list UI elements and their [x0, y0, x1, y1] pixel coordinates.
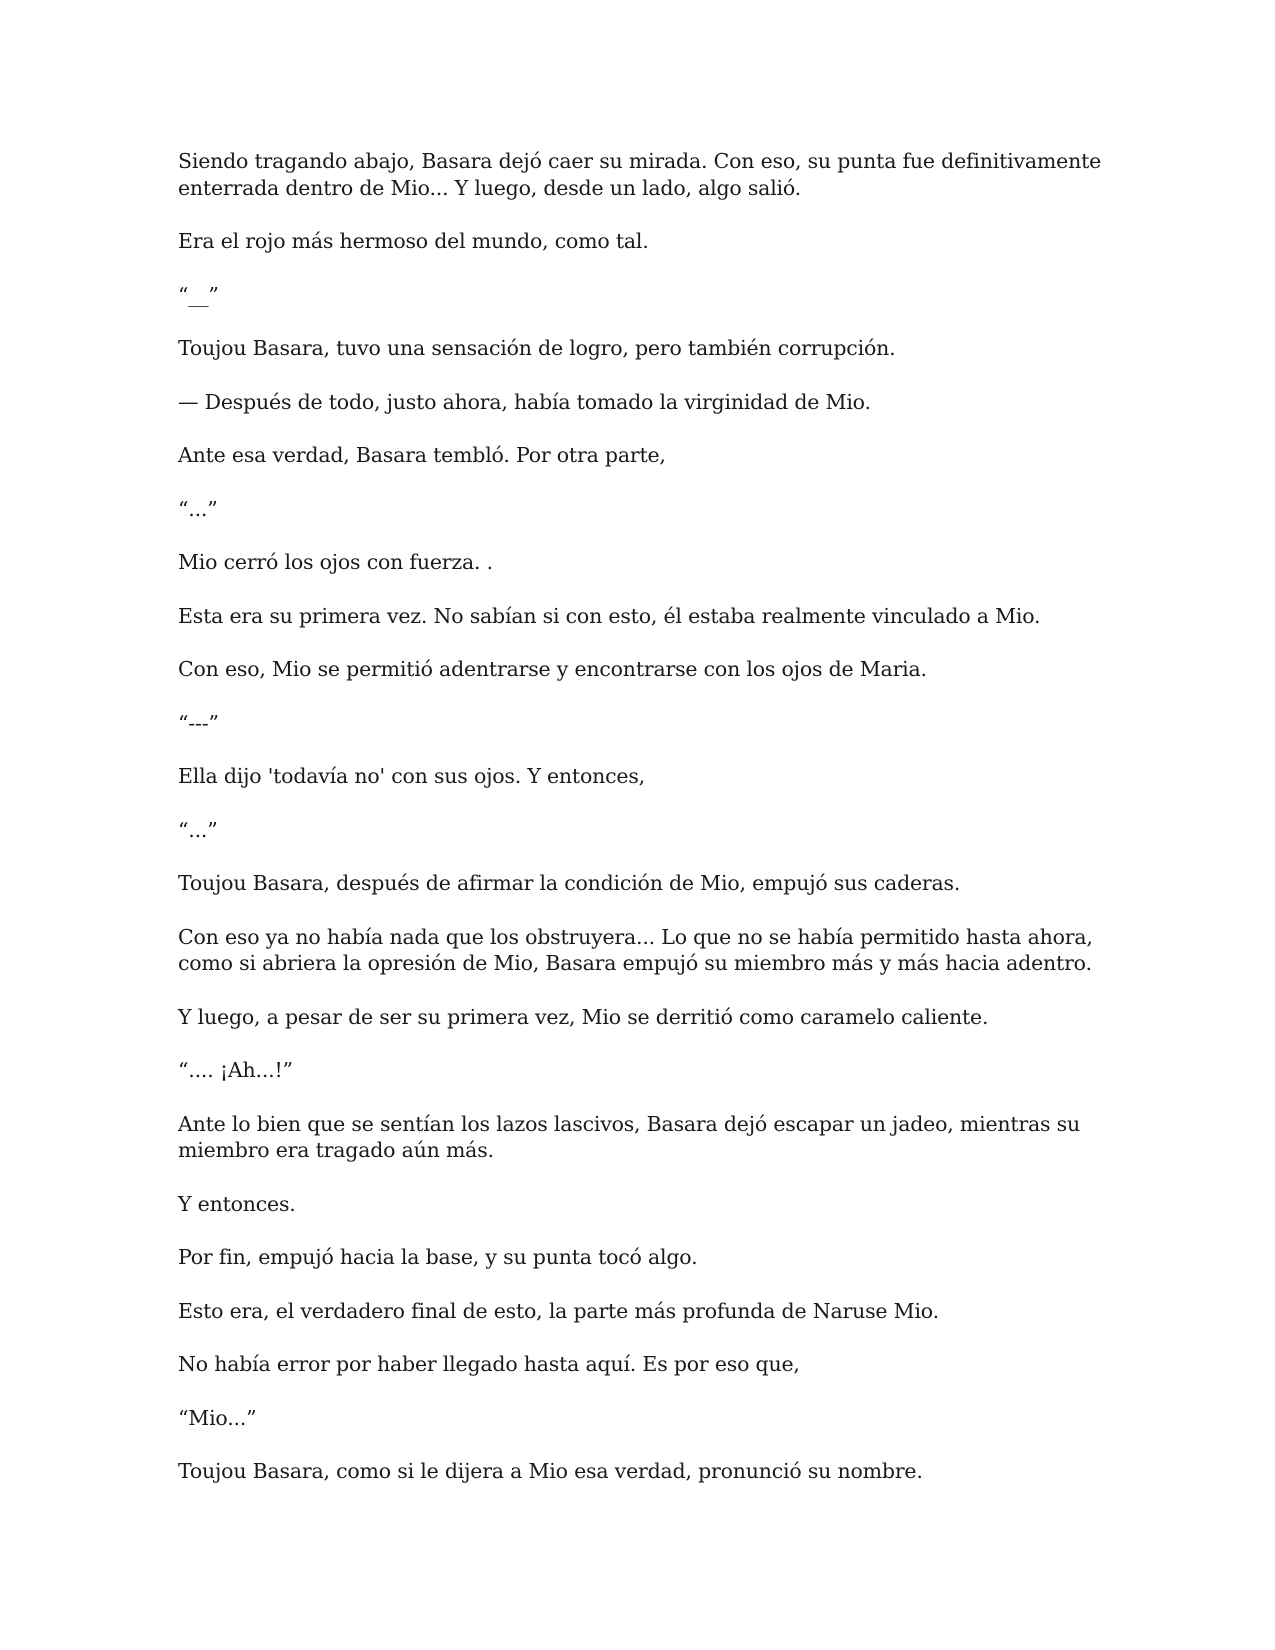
paragraph: “...” [178, 496, 218, 521]
paragraph: Con eso ya no había nada que los obstruyera... Lo que no se había permitido hasta ahora, como si abriera la opresión de Mio, Basara empujó su miembro más y más hacia adentro. [178, 924, 1093, 975]
paragraph: Y entonces. [178, 1191, 296, 1216]
paragraph: Y luego, a pesar de ser su primera vez, Mio se derritió como caramelo caliente. [178, 1004, 989, 1029]
paragraph: Ante lo bien que se sentían los lazos lascivos, Basara dejó escapar un jadeo, mientras su miembro era tragado aún más. [178, 1111, 1081, 1162]
paragraph: “.... ¡Ah...!” [178, 1058, 293, 1082]
paragraph: — Después de todo, justo ahora, había tomado la virginidad de Mio. [178, 389, 871, 414]
paragraph: Con eso, Mio se permitió adentrarse y encontrarse con los ojos de Maria. [178, 657, 927, 681]
paragraph: “---” [178, 710, 219, 735]
paragraph: Esta era su primera vez. No sabían si con esto, él estaba realmente vinculado a Mio. [178, 603, 1041, 628]
paragraph: Era el rojo más hermoso del mundo, como tal. [178, 229, 649, 253]
paragraph: Esto era, el verdadero final de esto, la parte más profunda de Naruse Mio. [178, 1298, 939, 1323]
paragraph: “Mio...” [178, 1405, 257, 1430]
paragraph: Ella dijo 'todavía no' con sus ojos. Y entonces, [178, 764, 645, 788]
document-body [178, 148, 1108, 1512]
paragraph: Ante esa verdad, Basara tembló. Por otra parte, [178, 443, 666, 467]
paragraph: Toujou Basara, tuvo una sensación de logro, pero también corrupción. [178, 336, 896, 360]
paragraph: “__” [178, 282, 219, 307]
paragraph: Mio cerró los ojos con fuerza. . [178, 550, 493, 574]
paragraph: Siendo tragando abajo, Basara dejó caer su mirada. Con eso, su punta fue definitivamente enterrada dentro de Mio... Y luego, desde un lado, algo salió. [178, 149, 1102, 200]
paragraph: “...” [178, 817, 218, 842]
paragraph: Por fin, empujó hacia la base, y su punta tocó algo. [178, 1245, 698, 1269]
paragraph: No había error por haber llegado hasta aquí. Es por eso que, [178, 1352, 800, 1376]
paragraph: Toujou Basara, después de afirmar la condición de Mio, empujó sus caderas. [178, 871, 961, 895]
paragraph: Toujou Basara, como si le dijera a Mio esa verdad, pronunció su nombre. [178, 1459, 923, 1483]
